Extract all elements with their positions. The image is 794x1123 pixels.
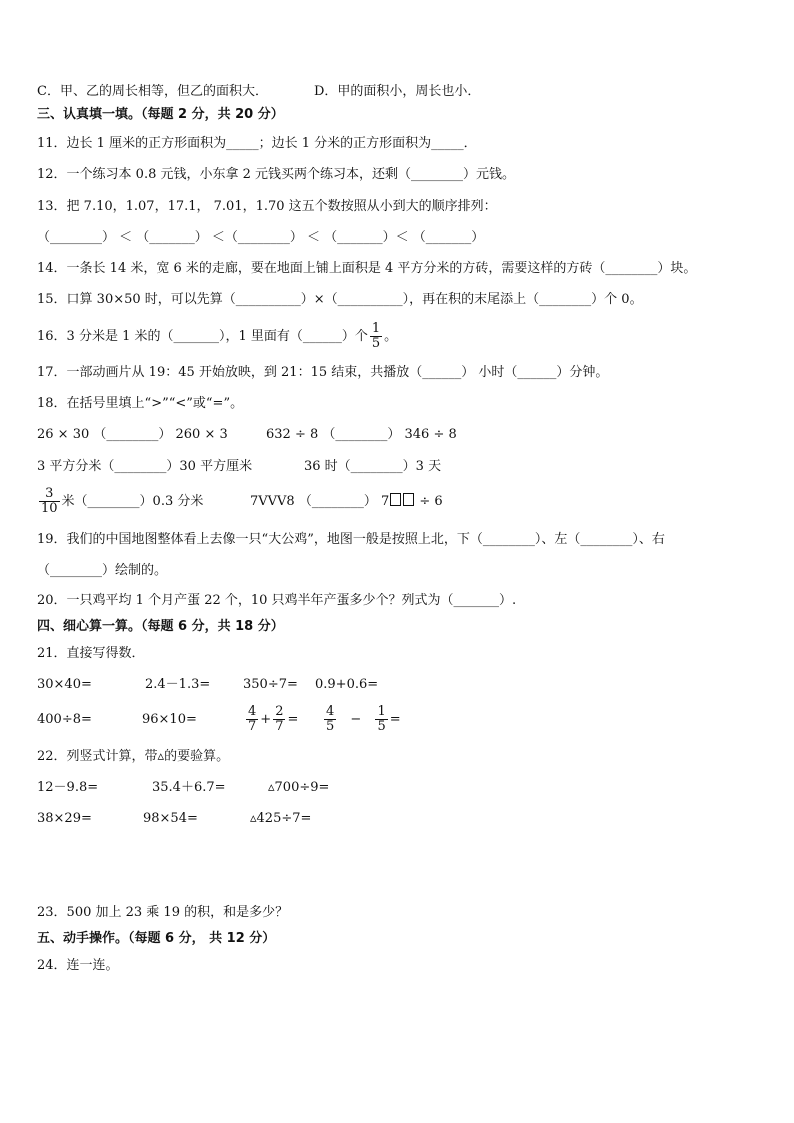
option-d: D．甲的面积小，周长也小．: [314, 84, 481, 99]
question-11: 11．边长 1 厘米的正方形面积为_____；边长 1 分米的正方形面积为_____．: [37, 136, 477, 151]
calc-item: 12－9.8=: [37, 780, 99, 795]
fraction-numerator: 3: [39, 487, 60, 502]
fraction-denominator: 10: [41, 501, 58, 516]
fraction-numerator: 4: [248, 704, 257, 719]
fraction-denominator: 5: [377, 719, 386, 734]
question-13: 13．把 7.10，1.07，17.1， 7.01，1.70 这五个数按照从小到大的顺序排列：: [37, 199, 497, 214]
fraction-four-fifths: [324, 705, 336, 734]
question-12: 12．一个练习本 0.8 元钱，小东拿 2 元钱买两个练习本，还剩（________）元钱。: [37, 167, 516, 182]
question-14: 14．一条长 14 米，宽 6 米的走廊，要在地面上铺上面积是 4 平方分米的方砖，需要这样的方砖（________）块。: [37, 261, 697, 276]
calc-item: 30×40=: [37, 677, 92, 692]
fraction-denominator: 7: [275, 719, 284, 734]
square-box-icon: [403, 493, 414, 506]
fraction-denominator: 7: [248, 719, 257, 734]
question-13-blanks: （________） ＜ （_______） ＜（________） ＜ （_______）＜ （_______）: [37, 230, 485, 245]
plus-sign: +: [260, 712, 272, 727]
calc-item: 35.4＋6.7=: [152, 780, 226, 795]
calc-item: 350÷7=: [243, 677, 298, 692]
calc-item: 400÷8=: [37, 712, 92, 727]
question-21: 21．直接写得数．: [37, 646, 145, 661]
calc-item: ▵425÷7=: [250, 811, 312, 826]
fraction-sum: [244, 702, 298, 738]
fraction-difference: [322, 702, 401, 738]
question-15: 15．口算 30×50 时，可以先算（__________）×（__________），再在积的末尾添上（________）个 0。: [37, 292, 643, 307]
fraction-denominator: 5: [326, 719, 335, 734]
fraction-numerator: 2: [275, 704, 284, 719]
compare-3b-end: ÷ 6: [415, 494, 443, 509]
calc-item: ▵700÷9=: [268, 780, 330, 795]
calc-item: 0.9+0.6=: [315, 677, 379, 692]
compare-3a: [37, 484, 203, 520]
question-23: 23．500 加上 23 乘 19 的积，和是多少？: [37, 905, 289, 920]
question-16: [37, 320, 397, 354]
fraction-denominator: 5: [371, 336, 381, 351]
question-22: 22．列竖式计算，带▵的要验算。: [37, 749, 230, 764]
question-19-line-2: （________）绘制的。: [37, 563, 168, 578]
compare-3b-text: 7VVV8 （________） 7: [250, 494, 390, 509]
fraction-two-sevenths: [273, 705, 285, 734]
compare-3a-text: 米（________）0.3 分米: [61, 494, 204, 509]
fraction-numerator: 1: [377, 704, 386, 719]
equals-sign: =: [287, 712, 299, 727]
fraction-numerator: 1: [371, 321, 381, 336]
fraction-one-fifth: [370, 322, 382, 351]
calc-item: 98×54=: [143, 811, 198, 826]
fraction-four-sevenths: [246, 705, 258, 734]
fraction-numerator: 4: [326, 704, 335, 719]
minus-sign: −: [350, 712, 362, 727]
fraction-three-tenths: [39, 487, 60, 516]
section-4-title: 四、细心算一算。（每题 6 分，共 18 分）: [37, 619, 284, 634]
question-19-line-1: 19．我们的中国地图整体看上去像一只“大公鸡”，地图一般是按照上北，下（________）、左（________）、右: [37, 532, 665, 547]
compare-1b: 632 ÷ 8 （________） 346 ÷ 8: [266, 427, 457, 442]
question-18: 18．在括号里填上“>”“<”或“=”。: [37, 396, 244, 411]
calc-item: 38×29=: [37, 811, 92, 826]
fraction-one-fifth: [375, 705, 387, 734]
question-17: 17．一部动画片从 19：45 开始放映，到 21：15 结束，共播放（______） 小时（______）分钟。: [37, 365, 609, 380]
square-box-icon: [390, 493, 401, 506]
section-5-title: 五、动手操作。（每题 6 分， 共 12 分）: [37, 931, 276, 946]
calc-item: 2.4－1.3=: [145, 677, 211, 692]
question-24: 24．连一连。: [37, 958, 119, 973]
compare-1a: 26 × 30 （________） 260 × 3: [37, 427, 228, 442]
question-20: 20．一只鸡平均 1 个月产蛋 22 个，10 只鸡半年产蛋多少个？列式为（_______）.: [37, 593, 517, 608]
compare-3b: [250, 493, 443, 511]
calc-item: 96×10=: [142, 712, 197, 727]
compare-2a: 3 平方分米（________）30 平方厘米: [37, 459, 253, 474]
compare-2b: 36 时（________）3 天: [304, 459, 442, 474]
question-16-text: 16．3 分米是 1 米的（_______），1 里面有（______）个: [37, 329, 368, 344]
section-3-title: 三、认真填一填。（每题 2 分，共 20 分）: [37, 107, 284, 122]
question-16-end: 。: [384, 329, 398, 344]
option-c: C．甲、乙的周长相等，但乙的面积大．: [37, 84, 268, 99]
equals-sign: =: [389, 712, 401, 727]
